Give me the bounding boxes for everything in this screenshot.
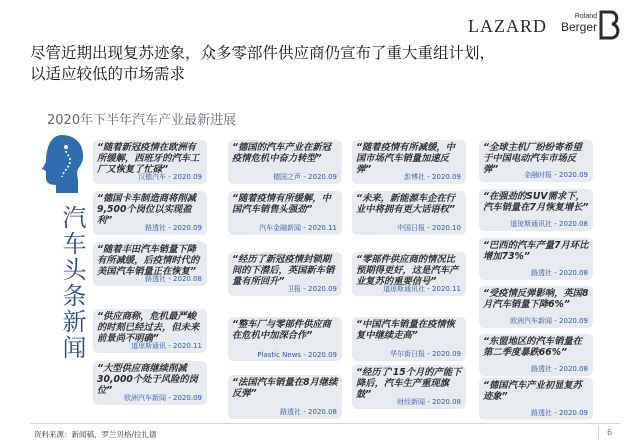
news-quote: “随着疫情有所减缓，中国市场汽车销量加速反弹” [356, 142, 455, 175]
news-quote: “随着丰田汽车销量下降有所减缓，后疫情时代的美国汽车销量正在恢复” [97, 244, 200, 277]
news-source: 道琼斯通讯社 - 2020.08 [510, 220, 588, 228]
news-card [479, 238, 593, 280]
news-source: 道琼斯通讯 - 2020.11 [131, 342, 202, 350]
news-source: 华尔街日报 - 2020.09 [390, 350, 461, 358]
news-card [228, 140, 342, 184]
subheading: 2020年下半年汽车产业最新进展 [47, 113, 237, 128]
news-quote: “德国汽车产业初显复苏迹象” [483, 380, 582, 402]
roland-text: Roland [574, 13, 597, 20]
news-card [479, 378, 593, 420]
headline [30, 43, 630, 85]
news-source: 中国日报 - 2020.10 [397, 224, 461, 232]
news-card [93, 309, 207, 353]
news-card [93, 140, 207, 184]
news-source: 汽车金融新闻 - 2020.11 [259, 224, 337, 232]
roland-berger-logo [561, 13, 597, 33]
news-card [228, 252, 342, 296]
headline-line-2: 以适应较低的市场需求 [30, 65, 186, 83]
news-quote: “德国卡车制造商将削减9,500个岗位以实现盈利” [97, 193, 196, 226]
news-quote: “东盟地区的汽车销量在第二季度暴跌66%” [483, 336, 582, 358]
news-card [479, 286, 593, 328]
news-quote: “未来，新能源车企在行业中将拥有更大话语权” [356, 193, 455, 215]
news-card [479, 334, 593, 376]
news-source: 欧洲汽车新闻 - 2020.09 [124, 394, 202, 402]
page-divider [598, 426, 599, 440]
head-profile-icon [40, 133, 90, 195]
news-card [228, 191, 342, 235]
page-number: 6 [607, 428, 613, 437]
news-card [93, 191, 207, 235]
side-label: 汽车头条新闻 [58, 205, 86, 361]
news-quote: “经历了新冠疫情封锁期间的下潜后，英国新车销量有所回升” [232, 254, 335, 287]
berger-text: Berger [561, 20, 598, 34]
news-quote: “供应商称，危机最严峻的时刻已经过去，但未来前景尚不明确” [97, 311, 200, 344]
news-source: Plastic News - 2020.09 [257, 351, 337, 359]
news-quote: “经历了'15个月的产能下降后，汽车生产重现旗鼓” [356, 367, 462, 400]
news-quote: “德国的汽车产业在新冠疫情危机中奋力转型” [232, 142, 331, 164]
news-card [479, 140, 593, 182]
news-source: 路透社 - 2020.08 [145, 275, 202, 283]
news-source: 财经新闻 - 2020.08 [397, 398, 461, 406]
news-quote: “零部件供应商的情况比预期得更好，这是汽车产业复苏的重要信号” [356, 254, 459, 287]
news-source: 卫报 - 2020.09 [287, 285, 337, 293]
news-quote: “受疫情反弹影响，英国8月汽车销量下降6%” [483, 288, 589, 310]
news-source: 道琼斯通讯社 - 2020.11 [383, 285, 461, 293]
news-quote: “中国汽车销量在疫情恢复中继续走高” [356, 319, 455, 341]
news-quote: “全球主机厂纷纷寄希望于中国电动汽车市场反弹” [483, 142, 582, 175]
news-source: 路透社 - 2020.08 [531, 269, 588, 277]
footer-divider [30, 423, 620, 424]
news-source: 汉德汽车 - 2020.09 [138, 173, 202, 181]
news-quote: “在强劲的SUV需求下，汽车销量在7月恢复增长” [483, 191, 589, 213]
headline-line-1: 尽管近期出现复苏迹象，众多零部件供应商仍宣布了重大重组计划， [30, 44, 496, 62]
footer-sources: 资料来源：新闻稿，罗兰贝格/拉扎德 [34, 430, 157, 439]
news-card [93, 242, 207, 286]
news-card [479, 189, 593, 231]
news-quote: “随着新冠疫情在欧洲有所缓解，西班牙的汽车工厂又恢复了忙碌” [97, 142, 200, 175]
news-card [352, 365, 466, 409]
news-card [352, 317, 466, 361]
news-quote: “大型供应商继续削减30,000个处于风险的岗位” [97, 363, 198, 396]
news-source: 彭博社 - 2020.09 [404, 173, 461, 181]
news-source: 金融时报 - 2020.09 [524, 171, 588, 179]
news-source: 路透社 - 2020.08 [280, 408, 337, 416]
news-card [352, 191, 466, 235]
news-source: 欧洲汽车新闻 - 2020.09 [510, 317, 588, 325]
news-card [228, 375, 342, 419]
news-quote: “巴西的汽车产量7月环比增加73%” [483, 240, 589, 262]
news-source: 路透社 - 2020.09 [145, 224, 202, 232]
news-quote: “随着疫情有所缓解，中国汽车销售头强劲” [232, 193, 331, 215]
news-card [93, 361, 207, 405]
news-source: 路透社 - 2020.09 [531, 409, 588, 417]
lazard-logo: LAZARD [468, 16, 547, 36]
news-card [352, 252, 466, 296]
roland-berger-mark-icon [599, 10, 623, 40]
news-card [352, 140, 466, 184]
news-quote: “法国汽车销量在8月继续反弹” [232, 377, 338, 399]
news-card [228, 317, 342, 361]
news-source: 路透社 - 2020.08 [531, 365, 588, 373]
news-source: 德国之声 - 2020.09 [273, 173, 337, 181]
news-quote: “整车厂与零部件供应商在危机中加深合作” [232, 319, 331, 341]
